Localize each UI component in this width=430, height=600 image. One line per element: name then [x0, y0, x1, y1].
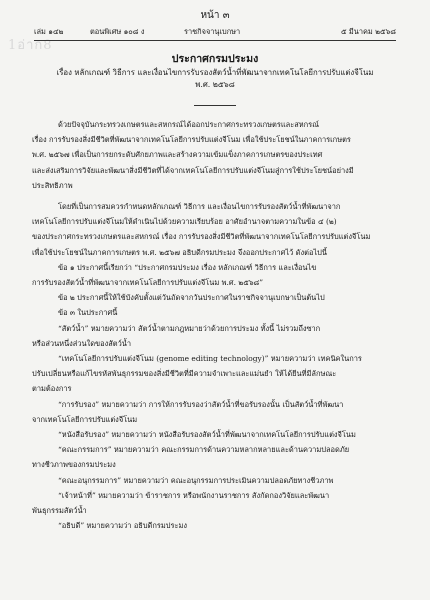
- subject-year: พ.ศ. ๒๕๖๘: [195, 80, 235, 90]
- text-line: การรับรองสัตว์น้ำที่พัฒนาจากเทคโนโลยีการปรับแต่งจีโนม พ.ศ. ๒๕๖๘”: [32, 278, 264, 288]
- paragraph-preamble: [32, 117, 398, 193]
- title-divider: [194, 105, 236, 106]
- gazette-header: [34, 26, 396, 40]
- text-line: ประสิทธิภาพ: [32, 180, 73, 190]
- text-line: ข้อ ๓ ในประกาศนี้: [58, 308, 118, 318]
- text-line: ข้อ ๑ ประกาศนี้เรียกว่า “ประกาศกรมประมง เรื่อง หลักเกณฑ์ วิธีการ และเงื่อนไข: [58, 262, 317, 272]
- text-line: ด้วยปัจจุบันกระทรวงเกษตรและสหกรณ์ได้ออกประกาศกระทรวงเกษตรและสหกรณ์: [58, 120, 320, 129]
- text-line: พันธุกรรมสัตว์น้ำ: [32, 506, 87, 516]
- definition-certificate: [32, 427, 398, 442]
- definition-officer: [32, 488, 398, 518]
- text-line: “เจ้าหน้าที่” หมายความว่า ข้าราชการ หรือพนักงานราชการ สังกัดกองวิจัยและพัฒนา: [58, 490, 330, 500]
- text-line: “การรับรอง” หมายความว่า การให้การรับรองว่าสัตว์น้ำที่ขอรับรองนั้น เป็นสัตว์น้ำที่พัฒนา: [58, 399, 344, 409]
- definition-committee: [32, 442, 398, 472]
- text-line: ตามต้องการ: [32, 384, 72, 394]
- text-line: หรือส่วนหนึ่งส่วนใดของสัตว์น้ำ: [32, 338, 132, 348]
- header-divider: [34, 40, 396, 41]
- text-line: โดยที่เป็นการสมควรกำหนดหลักเกณฑ์ วิธีการ และเงื่อนไขการรับรองสัตว์น้ำที่พัฒนาจาก: [58, 202, 341, 212]
- clause-3: [32, 305, 398, 320]
- definition-director-general: [32, 518, 398, 533]
- publication-date: ๕ มีนาคม ๒๕๖๘: [340, 27, 396, 36]
- definition-certification: [32, 397, 398, 427]
- text-line: “คณะอนุกรรมการ” หมายความว่า คณะอนุกรรมการประเมินความปลอดภัยทางชีวภาพ: [58, 475, 334, 485]
- paragraph-authority: [32, 199, 398, 260]
- definition-subcommittee: [32, 473, 398, 488]
- text-line: ของประกาศกระทรวงเกษตรและสหกรณ์ เรื่อง การรับรองสิ่งมีชีวิตที่พัฒนาจากเทคโนโลยีการปรับแต่งจีโนม: [32, 232, 371, 242]
- definition-genome-editing: [32, 351, 398, 397]
- watermark: 1อ่าก8: [8, 38, 53, 53]
- volume-number: เล่ม ๑๔๒: [34, 27, 64, 36]
- clause-2: [32, 290, 398, 305]
- clause-1: [32, 260, 398, 290]
- text-line: เทคโนโลยีการปรับแต่งจีโนมให้ดำเนินไปด้วยความเรียบร้อย อาศัยอำนาจตามความในข้อ ๔ (๒): [32, 217, 337, 227]
- text-line: พ.ศ. ๒๕๖๗ เพื่อเป็นการยกระดับศักยภาพและสร้างความเข้มแข็งภาคการเกษตรของประเทศ: [32, 150, 323, 160]
- page-number: หน้า ๓: [200, 10, 230, 21]
- announcement-body: [32, 117, 398, 533]
- text-line: “อธิบดี” หมายความว่า อธิบดีกรมประมง: [58, 521, 188, 531]
- announcement-title: ประกาศกรมประมง: [171, 53, 259, 65]
- text-line: ข้อ ๒ ประกาศนี้ให้ใช้บังคับตั้งแต่วันถัดจากวันประกาศในราชกิจจานุเบกษาเป็นต้นไป: [58, 293, 325, 303]
- text-line: ปรับเปลี่ยนหรือแก้ไขรหัสพันธุกรรมของสิ่งมีชีวิตที่มีความจำเพาะและแม่นยำ ให้ได้ยีนที่มีลักษณะ: [32, 369, 337, 379]
- text-line: ทางชีวภาพของกรมประมง: [32, 460, 116, 470]
- text-line: “เทคโนโลยีการปรับแต่งจีโนม (genome editing technology)” หมายความว่า เทคนิคในการ: [58, 354, 362, 364]
- text-line: “หนังสือรับรอง” หมายความว่า หนังสือรับรองสัตว์น้ำที่พัฒนาจากเทคโนโลยีการปรับแต่งจีโนม: [58, 430, 356, 440]
- text-line: เรื่อง การรับรองสิ่งมีชีวิตที่พัฒนาจากเทคโนโลยีการปรับแต่งจีโนม เพื่อใช้ประโยชน์ในภาคการเกษตร: [32, 135, 351, 145]
- gazette-name: ราชกิจจานุเบกษา: [184, 27, 241, 36]
- definition-aquatic-animal: [32, 321, 398, 351]
- text-line: “สัตว์น้ำ” หมายความว่า สัตว์น้ำตามกฎหมายว่าด้วยการประมง ทั้งนี้ ไม่รวมถึงซาก: [58, 323, 321, 333]
- subject-line: เรื่อง หลักเกณฑ์ วิธีการ และเงื่อนไขการรับรองสัตว์น้ำที่พัฒนาจากเทคโนโลยีการปรับแต่งจีโนม: [56, 68, 374, 77]
- announcement-subject: [0, 67, 430, 91]
- text-line: และส่งเสริมการวิจัยและพัฒนาสิ่งมีชีวิตที่ได้จากเทคโนโลยีการปรับแต่งจีโนมสู่การใช้ประโยชน์อย่างมี: [32, 165, 354, 175]
- issue-number: ตอนพิเศษ ๑๐๘ ง: [90, 27, 145, 36]
- text-line: จากเทคโนโลยีการปรับแต่งจีโนม: [32, 414, 138, 424]
- text-line: เพื่อใช้ประโยชน์ในภาคการเกษตร พ.ศ. ๒๕๖๗ อธิบดีกรมประมง จึงออกประกาศไว้ ดังต่อไปนี้: [32, 247, 327, 257]
- text-line: “คณะกรรมการ” หมายความว่า คณะกรรมการด้านความหลากหลายและด้านความปลอดภัย: [58, 445, 350, 455]
